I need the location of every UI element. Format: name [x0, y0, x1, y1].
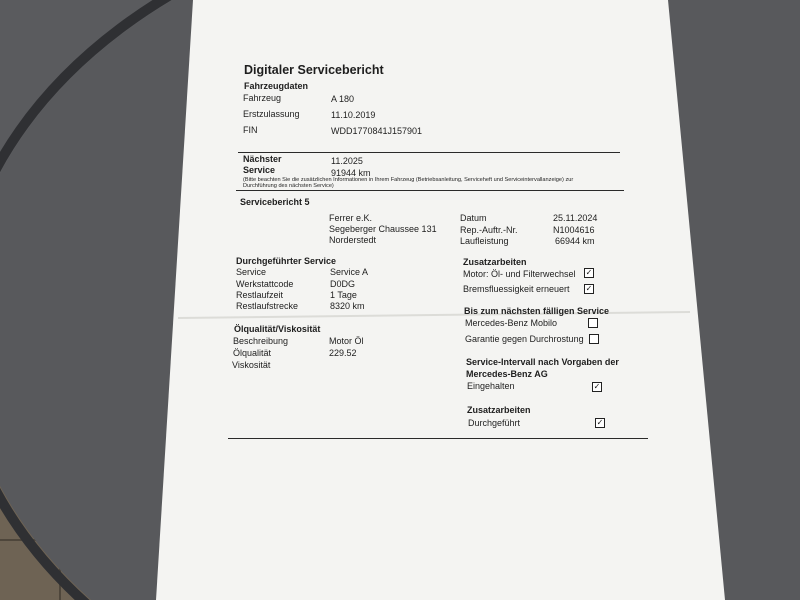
- service-label: Service: [236, 267, 267, 277]
- divider-line: [236, 190, 624, 191]
- next-service-note-2: Durchführung des nächsten Service): [243, 183, 334, 189]
- extra-work-item-2: Bremsfluessigkeit erneuert: [463, 284, 570, 294]
- mileage-label: Laufleistung: [460, 236, 509, 246]
- until-next-heading: Bis zum nächsten fälligen Service: [464, 306, 610, 316]
- remaining-distance-value: 8320 km: [330, 301, 365, 311]
- oil-heading: Ölqualität/Viskosität: [234, 324, 321, 334]
- until-next-item-1: Mercedes-Benz Mobilo: [465, 318, 558, 328]
- performed-service-heading: Durchgeführter Service: [236, 256, 337, 266]
- mileage-value: 66944 km: [555, 236, 595, 246]
- divider-line: [238, 152, 620, 153]
- remaining-time-label: Restlaufzeit: [236, 290, 284, 300]
- oil-description-label: Beschreibung: [233, 336, 289, 346]
- extra-work-item-1: Motor: Öl- und Filterwechsel: [463, 269, 576, 279]
- extra-work-2-checkbox: ✓: [596, 418, 604, 427]
- fin-label: FIN: [243, 125, 258, 135]
- paper-sheet: [156, 0, 725, 600]
- report-title: Servicebericht 5: [240, 197, 310, 207]
- until-next-item-2: Garantie gegen Durchrostung: [465, 334, 584, 344]
- extra-work-2-heading: Zusatzarbeiten: [467, 405, 531, 415]
- workshop-name: Ferrer e.K.: [329, 213, 373, 223]
- vehicle-model-value: A 180: [331, 94, 355, 104]
- until-next-checkbox-1: [588, 318, 598, 328]
- oil-quality-label: Ölqualität: [233, 348, 272, 358]
- report-date-value: 25.11.2024: [553, 213, 598, 223]
- vehicle-heading: Fahrzeugdaten: [244, 81, 309, 91]
- until-next-checkbox-2: [589, 334, 599, 344]
- oil-description-value: Motor Öl: [329, 336, 364, 346]
- next-service-km: 91944 km: [331, 168, 371, 178]
- workshop-code-label: Werkstattcode: [236, 279, 294, 289]
- workshop-code-value: D0DG: [330, 279, 356, 289]
- interval-heading-1: Service-Intervall nach Vorgaben der: [466, 357, 619, 367]
- next-service-date: 11.2025: [331, 156, 363, 166]
- first-registration-value: 11.10.2019: [331, 110, 376, 120]
- oil-quality-value: 229.52: [329, 348, 357, 358]
- remaining-time-value: 1 Tage: [330, 290, 357, 300]
- next-service-label-1: Nächster: [243, 154, 282, 164]
- next-service-label-2: Service: [243, 165, 276, 175]
- interval-item: Eingehalten: [467, 381, 515, 391]
- order-number-label: Rep.-Auftr.-Nr.: [460, 225, 518, 235]
- report-date-label: Datum: [460, 213, 487, 223]
- extra-work-2-item: Durchgeführt: [468, 418, 521, 428]
- workshop-street: Segeberger Chaussee 131: [329, 224, 437, 234]
- first-registration-label: Erstzulassung: [243, 109, 300, 119]
- remaining-distance-label: Restlaufstrecke: [236, 301, 299, 311]
- document-title: Digitaler Servicebericht: [244, 63, 384, 77]
- divider-line: [228, 438, 648, 439]
- order-number-value: N1004616: [553, 225, 595, 235]
- extra-work-checkbox-1: ✓: [585, 268, 593, 277]
- workshop-city: Norderstedt: [329, 235, 377, 245]
- vehicle-model-label: Fahrzeug: [243, 93, 282, 103]
- extra-work-checkbox-2: ✓: [585, 284, 593, 293]
- interval-checkbox: ✓: [593, 382, 601, 391]
- viscosity-label: Viskosität: [232, 360, 271, 370]
- next-service-note-1: (Bitte beachten Sie die zusätzlichen Informationen in Ihrem Fahrzeug (Betriebsanleitung, Serviceheft und Serviceintervallanzeige) zur: [243, 177, 574, 183]
- interval-heading-2: Mercedes-Benz AG: [466, 369, 548, 379]
- fin-value: WDD1770841J157901: [331, 126, 423, 136]
- service-value: Service A: [330, 267, 369, 277]
- extra-work-heading: Zusatzarbeiten: [463, 257, 527, 267]
